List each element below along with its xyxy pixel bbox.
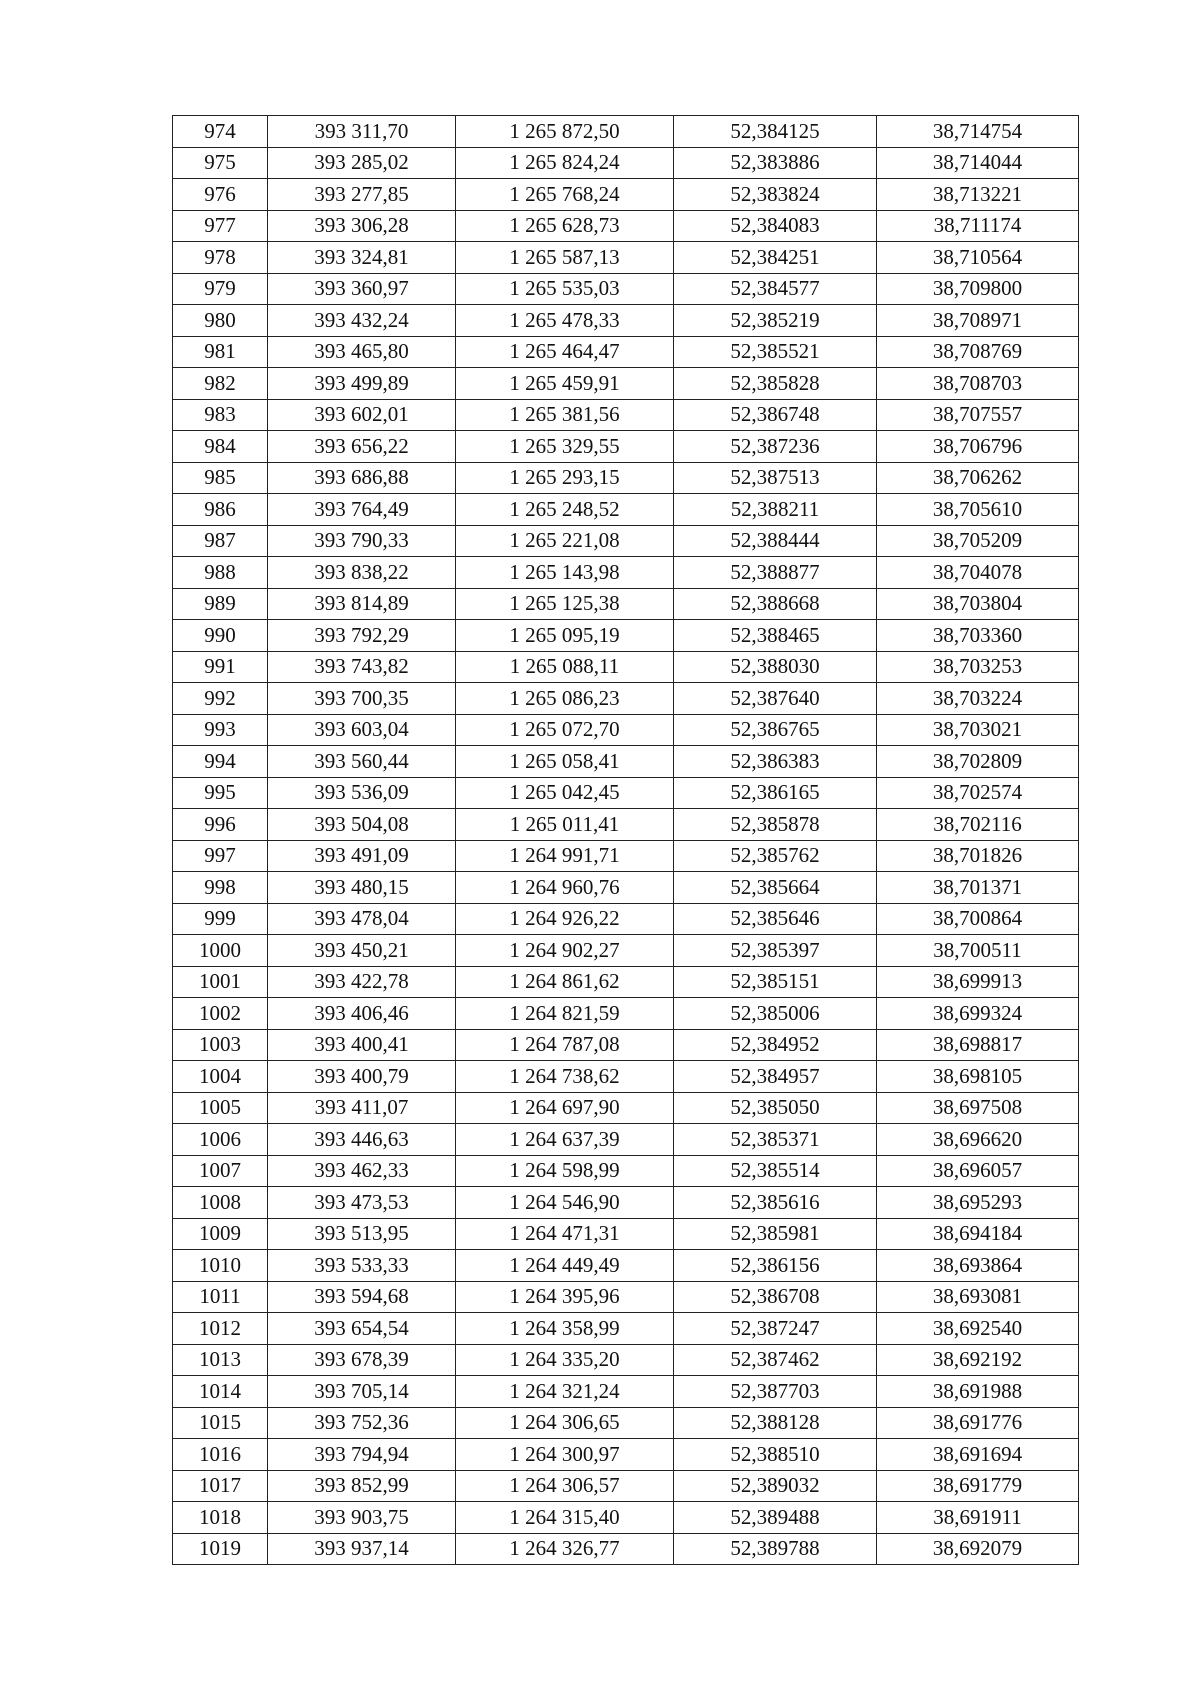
latitude-cell: 52,389032 xyxy=(674,1470,877,1502)
x-coordinate-cell: 393 406,46 xyxy=(268,998,456,1030)
y-coordinate-cell: 1 264 926,22 xyxy=(456,903,674,935)
table-row xyxy=(173,1313,1079,1345)
table-row xyxy=(173,494,1079,526)
latitude-cell: 52,387640 xyxy=(674,683,877,715)
x-coordinate-cell: 393 686,88 xyxy=(268,462,456,494)
point-number-cell: 1005 xyxy=(173,1092,268,1124)
table-row xyxy=(173,462,1079,494)
longitude-cell: 38,700864 xyxy=(877,903,1079,935)
point-number-cell: 1010 xyxy=(173,1250,268,1282)
y-coordinate-cell: 1 265 768,24 xyxy=(456,179,674,211)
point-number-cell: 982 xyxy=(173,368,268,400)
point-number-cell: 1019 xyxy=(173,1533,268,1565)
longitude-cell: 38,691988 xyxy=(877,1376,1079,1408)
longitude-cell: 38,711174 xyxy=(877,210,1079,242)
table-row xyxy=(173,998,1079,1030)
x-coordinate-cell: 393 656,22 xyxy=(268,431,456,463)
longitude-cell: 38,699913 xyxy=(877,966,1079,998)
y-coordinate-cell: 1 264 358,99 xyxy=(456,1313,674,1345)
y-coordinate-cell: 1 265 086,23 xyxy=(456,683,674,715)
point-number-cell: 1004 xyxy=(173,1061,268,1093)
point-number-cell: 994 xyxy=(173,746,268,778)
y-coordinate-cell: 1 264 821,59 xyxy=(456,998,674,1030)
point-number-cell: 999 xyxy=(173,903,268,935)
latitude-cell: 52,386383 xyxy=(674,746,877,778)
y-coordinate-cell: 1 265 464,47 xyxy=(456,336,674,368)
x-coordinate-cell: 393 764,49 xyxy=(268,494,456,526)
latitude-cell: 52,383824 xyxy=(674,179,877,211)
longitude-cell: 38,708703 xyxy=(877,368,1079,400)
y-coordinate-cell: 1 264 738,62 xyxy=(456,1061,674,1093)
longitude-cell: 38,701826 xyxy=(877,840,1079,872)
longitude-cell: 38,702116 xyxy=(877,809,1079,841)
x-coordinate-cell: 393 306,28 xyxy=(268,210,456,242)
point-number-cell: 1015 xyxy=(173,1407,268,1439)
longitude-cell: 38,706262 xyxy=(877,462,1079,494)
latitude-cell: 52,388877 xyxy=(674,557,877,589)
point-number-cell: 989 xyxy=(173,588,268,620)
longitude-cell: 38,707557 xyxy=(877,399,1079,431)
latitude-cell: 52,385219 xyxy=(674,305,877,337)
point-number-cell: 980 xyxy=(173,305,268,337)
y-coordinate-cell: 1 264 300,97 xyxy=(456,1439,674,1471)
table-row xyxy=(173,620,1079,652)
point-number-cell: 1003 xyxy=(173,1029,268,1061)
latitude-cell: 52,388211 xyxy=(674,494,877,526)
point-number-cell: 1013 xyxy=(173,1344,268,1376)
table-row xyxy=(173,368,1079,400)
x-coordinate-cell: 393 814,89 xyxy=(268,588,456,620)
table-row xyxy=(173,935,1079,967)
latitude-cell: 52,384251 xyxy=(674,242,877,274)
x-coordinate-cell: 393 504,08 xyxy=(268,809,456,841)
point-number-cell: 1000 xyxy=(173,935,268,967)
x-coordinate-cell: 393 277,85 xyxy=(268,179,456,211)
longitude-cell: 38,692540 xyxy=(877,1313,1079,1345)
longitude-cell: 38,710564 xyxy=(877,242,1079,274)
x-coordinate-cell: 393 411,07 xyxy=(268,1092,456,1124)
point-number-cell: 990 xyxy=(173,620,268,652)
longitude-cell: 38,703360 xyxy=(877,620,1079,652)
y-coordinate-cell: 1 264 306,57 xyxy=(456,1470,674,1502)
y-coordinate-cell: 1 264 787,08 xyxy=(456,1029,674,1061)
latitude-cell: 52,384125 xyxy=(674,116,877,148)
point-number-cell: 975 xyxy=(173,147,268,179)
longitude-cell: 38,701371 xyxy=(877,872,1079,904)
point-number-cell: 983 xyxy=(173,399,268,431)
latitude-cell: 52,385397 xyxy=(674,935,877,967)
latitude-cell: 52,383886 xyxy=(674,147,877,179)
latitude-cell: 52,388444 xyxy=(674,525,877,557)
table-row xyxy=(173,1376,1079,1408)
y-coordinate-cell: 1 265 221,08 xyxy=(456,525,674,557)
latitude-cell: 52,388128 xyxy=(674,1407,877,1439)
latitude-cell: 52,384952 xyxy=(674,1029,877,1061)
point-number-cell: 981 xyxy=(173,336,268,368)
x-coordinate-cell: 393 533,33 xyxy=(268,1250,456,1282)
y-coordinate-cell: 1 264 471,31 xyxy=(456,1218,674,1250)
table-row xyxy=(173,1281,1079,1313)
table-row xyxy=(173,1155,1079,1187)
x-coordinate-cell: 393 536,09 xyxy=(268,777,456,809)
longitude-cell: 38,697508 xyxy=(877,1092,1079,1124)
point-number-cell: 984 xyxy=(173,431,268,463)
y-coordinate-cell: 1 264 315,40 xyxy=(456,1502,674,1534)
longitude-cell: 38,694184 xyxy=(877,1218,1079,1250)
coordinates-table xyxy=(172,115,1079,1565)
point-number-cell: 1012 xyxy=(173,1313,268,1345)
point-number-cell: 986 xyxy=(173,494,268,526)
longitude-cell: 38,706796 xyxy=(877,431,1079,463)
point-number-cell: 1011 xyxy=(173,1281,268,1313)
latitude-cell: 52,384957 xyxy=(674,1061,877,1093)
table-row xyxy=(173,588,1079,620)
y-coordinate-cell: 1 264 321,24 xyxy=(456,1376,674,1408)
longitude-cell: 38,703021 xyxy=(877,714,1079,746)
longitude-cell: 38,696620 xyxy=(877,1124,1079,1156)
longitude-cell: 38,708769 xyxy=(877,336,1079,368)
y-coordinate-cell: 1 265 058,41 xyxy=(456,746,674,778)
latitude-cell: 52,386165 xyxy=(674,777,877,809)
y-coordinate-cell: 1 265 824,24 xyxy=(456,147,674,179)
table-row xyxy=(173,1470,1079,1502)
longitude-cell: 38,704078 xyxy=(877,557,1079,589)
point-number-cell: 1002 xyxy=(173,998,268,1030)
point-number-cell: 1008 xyxy=(173,1187,268,1219)
latitude-cell: 52,387513 xyxy=(674,462,877,494)
longitude-cell: 38,703224 xyxy=(877,683,1079,715)
longitude-cell: 38,713221 xyxy=(877,179,1079,211)
y-coordinate-cell: 1 264 991,71 xyxy=(456,840,674,872)
y-coordinate-cell: 1 264 697,90 xyxy=(456,1092,674,1124)
table-row xyxy=(173,1187,1079,1219)
y-coordinate-cell: 1 265 088,11 xyxy=(456,651,674,683)
latitude-cell: 52,385762 xyxy=(674,840,877,872)
longitude-cell: 38,691779 xyxy=(877,1470,1079,1502)
point-number-cell: 985 xyxy=(173,462,268,494)
latitude-cell: 52,385514 xyxy=(674,1155,877,1187)
x-coordinate-cell: 393 603,04 xyxy=(268,714,456,746)
x-coordinate-cell: 393 937,14 xyxy=(268,1533,456,1565)
y-coordinate-cell: 1 265 143,98 xyxy=(456,557,674,589)
longitude-cell: 38,693081 xyxy=(877,1281,1079,1313)
table-row xyxy=(173,1092,1079,1124)
point-number-cell: 979 xyxy=(173,273,268,305)
x-coordinate-cell: 393 480,15 xyxy=(268,872,456,904)
table-row xyxy=(173,242,1079,274)
y-coordinate-cell: 1 265 072,70 xyxy=(456,714,674,746)
table-row xyxy=(173,116,1079,148)
y-coordinate-cell: 1 264 335,20 xyxy=(456,1344,674,1376)
longitude-cell: 38,708971 xyxy=(877,305,1079,337)
table-row xyxy=(173,651,1079,683)
x-coordinate-cell: 393 594,68 xyxy=(268,1281,456,1313)
longitude-cell: 38,702809 xyxy=(877,746,1079,778)
y-coordinate-cell: 1 265 011,41 xyxy=(456,809,674,841)
table-row xyxy=(173,1029,1079,1061)
x-coordinate-cell: 393 602,01 xyxy=(268,399,456,431)
x-coordinate-cell: 393 700,35 xyxy=(268,683,456,715)
longitude-cell: 38,702574 xyxy=(877,777,1079,809)
latitude-cell: 52,385371 xyxy=(674,1124,877,1156)
y-coordinate-cell: 1 264 306,65 xyxy=(456,1407,674,1439)
point-number-cell: 1014 xyxy=(173,1376,268,1408)
table-row xyxy=(173,746,1079,778)
table-row xyxy=(173,1124,1079,1156)
latitude-cell: 52,385981 xyxy=(674,1218,877,1250)
latitude-cell: 52,388030 xyxy=(674,651,877,683)
latitude-cell: 52,385050 xyxy=(674,1092,877,1124)
table-row xyxy=(173,966,1079,998)
table-row xyxy=(173,1407,1079,1439)
latitude-cell: 52,389488 xyxy=(674,1502,877,1534)
point-number-cell: 1009 xyxy=(173,1218,268,1250)
x-coordinate-cell: 393 903,75 xyxy=(268,1502,456,1534)
point-number-cell: 978 xyxy=(173,242,268,274)
longitude-cell: 38,698817 xyxy=(877,1029,1079,1061)
y-coordinate-cell: 1 265 872,50 xyxy=(456,116,674,148)
x-coordinate-cell: 393 360,97 xyxy=(268,273,456,305)
y-coordinate-cell: 1 264 598,99 xyxy=(456,1155,674,1187)
point-number-cell: 995 xyxy=(173,777,268,809)
longitude-cell: 38,714044 xyxy=(877,147,1079,179)
latitude-cell: 52,385878 xyxy=(674,809,877,841)
x-coordinate-cell: 393 285,02 xyxy=(268,147,456,179)
latitude-cell: 52,385006 xyxy=(674,998,877,1030)
table-row xyxy=(173,1250,1079,1282)
table-row xyxy=(173,840,1079,872)
latitude-cell: 52,386748 xyxy=(674,399,877,431)
x-coordinate-cell: 393 838,22 xyxy=(268,557,456,589)
latitude-cell: 52,387236 xyxy=(674,431,877,463)
point-number-cell: 991 xyxy=(173,651,268,683)
table-row xyxy=(173,557,1079,589)
table-row xyxy=(173,683,1079,715)
y-coordinate-cell: 1 265 535,03 xyxy=(456,273,674,305)
longitude-cell: 38,703804 xyxy=(877,588,1079,620)
y-coordinate-cell: 1 264 902,27 xyxy=(456,935,674,967)
y-coordinate-cell: 1 264 546,90 xyxy=(456,1187,674,1219)
y-coordinate-cell: 1 265 478,33 xyxy=(456,305,674,337)
table-row xyxy=(173,1502,1079,1534)
table-row xyxy=(173,903,1079,935)
x-coordinate-cell: 393 422,78 xyxy=(268,966,456,998)
y-coordinate-cell: 1 265 125,38 xyxy=(456,588,674,620)
longitude-cell: 38,703253 xyxy=(877,651,1079,683)
point-number-cell: 1017 xyxy=(173,1470,268,1502)
y-coordinate-cell: 1 265 587,13 xyxy=(456,242,674,274)
latitude-cell: 52,387247 xyxy=(674,1313,877,1345)
point-number-cell: 976 xyxy=(173,179,268,211)
latitude-cell: 52,386156 xyxy=(674,1250,877,1282)
x-coordinate-cell: 393 752,36 xyxy=(268,1407,456,1439)
x-coordinate-cell: 393 705,14 xyxy=(268,1376,456,1408)
table-row xyxy=(173,714,1079,746)
point-number-cell: 987 xyxy=(173,525,268,557)
latitude-cell: 52,387703 xyxy=(674,1376,877,1408)
table-row xyxy=(173,147,1079,179)
latitude-cell: 52,385521 xyxy=(674,336,877,368)
point-number-cell: 996 xyxy=(173,809,268,841)
y-coordinate-cell: 1 265 329,55 xyxy=(456,431,674,463)
x-coordinate-cell: 393 513,95 xyxy=(268,1218,456,1250)
point-number-cell: 1018 xyxy=(173,1502,268,1534)
x-coordinate-cell: 393 311,70 xyxy=(268,116,456,148)
x-coordinate-cell: 393 446,63 xyxy=(268,1124,456,1156)
point-number-cell: 992 xyxy=(173,683,268,715)
point-number-cell: 997 xyxy=(173,840,268,872)
x-coordinate-cell: 393 324,81 xyxy=(268,242,456,274)
longitude-cell: 38,692192 xyxy=(877,1344,1079,1376)
latitude-cell: 52,388668 xyxy=(674,588,877,620)
x-coordinate-cell: 393 743,82 xyxy=(268,651,456,683)
x-coordinate-cell: 393 491,09 xyxy=(268,840,456,872)
y-coordinate-cell: 1 265 628,73 xyxy=(456,210,674,242)
point-number-cell: 1006 xyxy=(173,1124,268,1156)
point-number-cell: 974 xyxy=(173,116,268,148)
y-coordinate-cell: 1 264 960,76 xyxy=(456,872,674,904)
table-row xyxy=(173,210,1079,242)
point-number-cell: 1016 xyxy=(173,1439,268,1471)
x-coordinate-cell: 393 400,79 xyxy=(268,1061,456,1093)
y-coordinate-cell: 1 265 042,45 xyxy=(456,777,674,809)
longitude-cell: 38,714754 xyxy=(877,116,1079,148)
table-row xyxy=(173,399,1079,431)
x-coordinate-cell: 393 432,24 xyxy=(268,305,456,337)
x-coordinate-cell: 393 400,41 xyxy=(268,1029,456,1061)
x-coordinate-cell: 393 792,29 xyxy=(268,620,456,652)
longitude-cell: 38,705610 xyxy=(877,494,1079,526)
latitude-cell: 52,385616 xyxy=(674,1187,877,1219)
longitude-cell: 38,709800 xyxy=(877,273,1079,305)
point-number-cell: 1001 xyxy=(173,966,268,998)
y-coordinate-cell: 1 264 395,96 xyxy=(456,1281,674,1313)
latitude-cell: 52,385151 xyxy=(674,966,877,998)
longitude-cell: 38,692079 xyxy=(877,1533,1079,1565)
y-coordinate-cell: 1 264 326,77 xyxy=(456,1533,674,1565)
y-coordinate-cell: 1 265 095,19 xyxy=(456,620,674,652)
point-number-cell: 993 xyxy=(173,714,268,746)
x-coordinate-cell: 393 560,44 xyxy=(268,746,456,778)
table-row xyxy=(173,525,1079,557)
latitude-cell: 52,388465 xyxy=(674,620,877,652)
longitude-cell: 38,691694 xyxy=(877,1439,1079,1471)
x-coordinate-cell: 393 790,33 xyxy=(268,525,456,557)
y-coordinate-cell: 1 264 637,39 xyxy=(456,1124,674,1156)
table-row xyxy=(173,1439,1079,1471)
x-coordinate-cell: 393 678,39 xyxy=(268,1344,456,1376)
latitude-cell: 52,384083 xyxy=(674,210,877,242)
longitude-cell: 38,705209 xyxy=(877,525,1079,557)
x-coordinate-cell: 393 654,54 xyxy=(268,1313,456,1345)
y-coordinate-cell: 1 264 449,49 xyxy=(456,1250,674,1282)
point-number-cell: 1007 xyxy=(173,1155,268,1187)
x-coordinate-cell: 393 852,99 xyxy=(268,1470,456,1502)
x-coordinate-cell: 393 462,33 xyxy=(268,1155,456,1187)
longitude-cell: 38,691911 xyxy=(877,1502,1079,1534)
x-coordinate-cell: 393 465,80 xyxy=(268,336,456,368)
point-number-cell: 977 xyxy=(173,210,268,242)
table-row xyxy=(173,872,1079,904)
table-row xyxy=(173,305,1079,337)
y-coordinate-cell: 1 264 861,62 xyxy=(456,966,674,998)
x-coordinate-cell: 393 499,89 xyxy=(268,368,456,400)
table-row xyxy=(173,1533,1079,1565)
table-row xyxy=(173,1061,1079,1093)
table-row xyxy=(173,336,1079,368)
latitude-cell: 52,387462 xyxy=(674,1344,877,1376)
x-coordinate-cell: 393 478,04 xyxy=(268,903,456,935)
longitude-cell: 38,693864 xyxy=(877,1250,1079,1282)
longitude-cell: 38,700511 xyxy=(877,935,1079,967)
table-row xyxy=(173,1344,1079,1376)
longitude-cell: 38,696057 xyxy=(877,1155,1079,1187)
latitude-cell: 52,386708 xyxy=(674,1281,877,1313)
table-row xyxy=(173,809,1079,841)
table-row xyxy=(173,273,1079,305)
x-coordinate-cell: 393 450,21 xyxy=(268,935,456,967)
latitude-cell: 52,385664 xyxy=(674,872,877,904)
longitude-cell: 38,698105 xyxy=(877,1061,1079,1093)
latitude-cell: 52,385646 xyxy=(674,903,877,935)
x-coordinate-cell: 393 794,94 xyxy=(268,1439,456,1471)
point-number-cell: 988 xyxy=(173,557,268,589)
y-coordinate-cell: 1 265 459,91 xyxy=(456,368,674,400)
latitude-cell: 52,386765 xyxy=(674,714,877,746)
table-row xyxy=(173,431,1079,463)
latitude-cell: 52,384577 xyxy=(674,273,877,305)
table-row xyxy=(173,777,1079,809)
table-row xyxy=(173,179,1079,211)
latitude-cell: 52,385828 xyxy=(674,368,877,400)
longitude-cell: 38,695293 xyxy=(877,1187,1079,1219)
point-number-cell: 998 xyxy=(173,872,268,904)
latitude-cell: 52,389788 xyxy=(674,1533,877,1565)
longitude-cell: 38,691776 xyxy=(877,1407,1079,1439)
y-coordinate-cell: 1 265 248,52 xyxy=(456,494,674,526)
y-coordinate-cell: 1 265 293,15 xyxy=(456,462,674,494)
longitude-cell: 38,699324 xyxy=(877,998,1079,1030)
latitude-cell: 52,388510 xyxy=(674,1439,877,1471)
y-coordinate-cell: 1 265 381,56 xyxy=(456,399,674,431)
x-coordinate-cell: 393 473,53 xyxy=(268,1187,456,1219)
table-row xyxy=(173,1218,1079,1250)
coordinates-table-body xyxy=(173,116,1079,1565)
